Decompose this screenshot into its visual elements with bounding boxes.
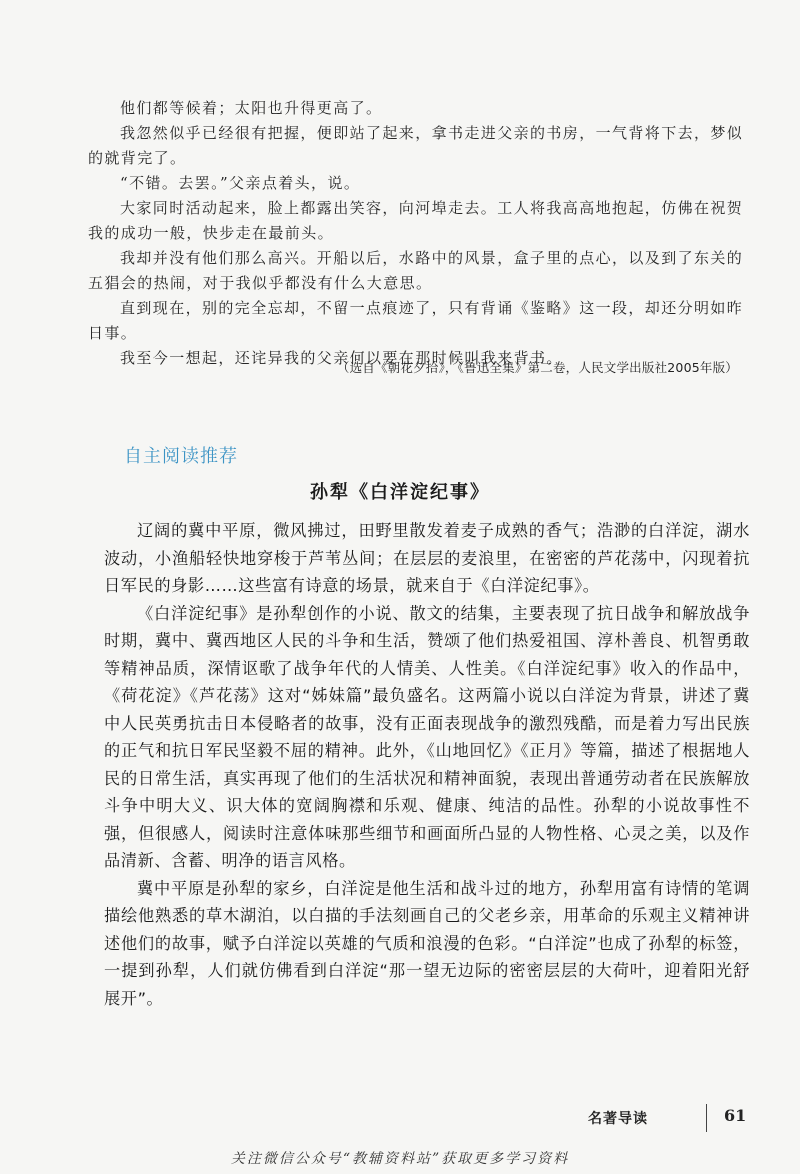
excerpt-paragraph: 我忽然似乎已经很有把握，便即站了起来，拿书走进父亲的书房，一气背将下去，梦似的就背完了。 xyxy=(88,124,744,167)
excerpt-paragraph: 大家同时活动起来，脸上都露出笑容，向河埠走去。工人将我高高地抱起，仿佛在祝贺我的成功一般，快步走在最前头。 xyxy=(88,199,744,242)
excerpt-block xyxy=(88,96,744,371)
recommendation-text xyxy=(104,517,750,1012)
excerpt-paragraph: 我却并没有他们那么高兴。开船以后，水路中的风景，盒子里的点心，以及到了东关的五猖会的热闹，对于我似乎都没有什么大意思。 xyxy=(88,249,744,292)
footer-divider xyxy=(706,1104,707,1132)
section-heading: 自主阅读推荐 xyxy=(124,446,238,467)
watermark-text: 关注微信公众号“教辅资料站”获取更多学习资料 xyxy=(230,1151,570,1167)
excerpt-paragraph: 我至今一想起，还诧异我的父亲何以要在那时候叫我来背书。 xyxy=(120,349,563,367)
body-paragraph: 《白洋淀纪事》是孙犁创作的小说、散文的结集，主要表现了抗日战争和解放战争时期，冀中、冀西地区人民的斗争和生活，赞颂了他们热爱祖国、淳朴善良、机智勇敢等精神品质，深情讴歌了战争年代的人情美、人性美。《白洋淀纪事》收入的作品中，《荷花淀》《芦花荡》这对“姊妹篇”最负盛名。这两篇小说以白洋淀为背景，讲述了冀中人民英勇抗击日本侵略者的故事，没有正面表现战争的激烈残酷，而是着力写出民族的正气和抗日军民坚毅不屈的精神。此外，《山地回忆》《正月》等篇，描述了根据地人民的日常生活，真实再现了他们的生活状况和精神面貌，表现出普通劳动者在民族解放斗争中明大义、识大体的宽阔胸襟和乐观、健康、纯洁的品性。孙犁的小说故事性不强，但很感人，阅读时注意体味那些细节和画面所凸显的人物性格、心灵之美，以及作品清新、含蓄、明净的语言风格。 xyxy=(104,603,750,870)
excerpt-source-citation: （选自《朝花夕拾》，《鲁迅全集》第二卷，人民文学出版社2005年版） xyxy=(336,360,738,375)
body-paragraph: 冀中平原是孙犁的家乡，白洋淀是他生活和战斗过的地方，孙犁用富有诗情的笔调描绘他熟悉的草木湖泊，以白描的手法刻画自己的父老乡亲，用革命的乐观主义精神讲述他们的故事，赋予白洋淀以英雄的气质和浪漫的色彩。“白洋淀”也成了孙犁的标签，一提到孙犁，人们就仿佛看到白洋淀“那一望无边际的密密层层的大荷叶，迎着阳光舒展开”。 xyxy=(104,878,750,1008)
body-paragraph: 辽阔的冀中平原，微风拂过，田野里散发着麦子成熟的香气；浩渺的白洋淀，湖水波动，小渔船轻快地穿梭于芦苇丛间；在层层的麦浪里，在密密的芦花荡中，闪现着抗日军民的身影……这些富有诗意的场景，就来自于《白洋淀纪事》。 xyxy=(104,521,750,595)
book-title: 孙犁《白洋淀纪事》 xyxy=(310,482,490,503)
page-number: 61 xyxy=(724,1106,747,1125)
excerpt-paragraph: “不错。去罢。”父亲点着头，说。 xyxy=(120,174,361,192)
excerpt-paragraph: 他们都等候着；太阳也升得更高了。 xyxy=(120,99,383,117)
excerpt-paragraph: 直到现在，别的完全忘却，不留一点痕迹了，只有背诵《鉴略》这一段，却还分明如昨日事。 xyxy=(88,299,744,342)
running-footer-label: 名著导读 xyxy=(588,1111,648,1127)
